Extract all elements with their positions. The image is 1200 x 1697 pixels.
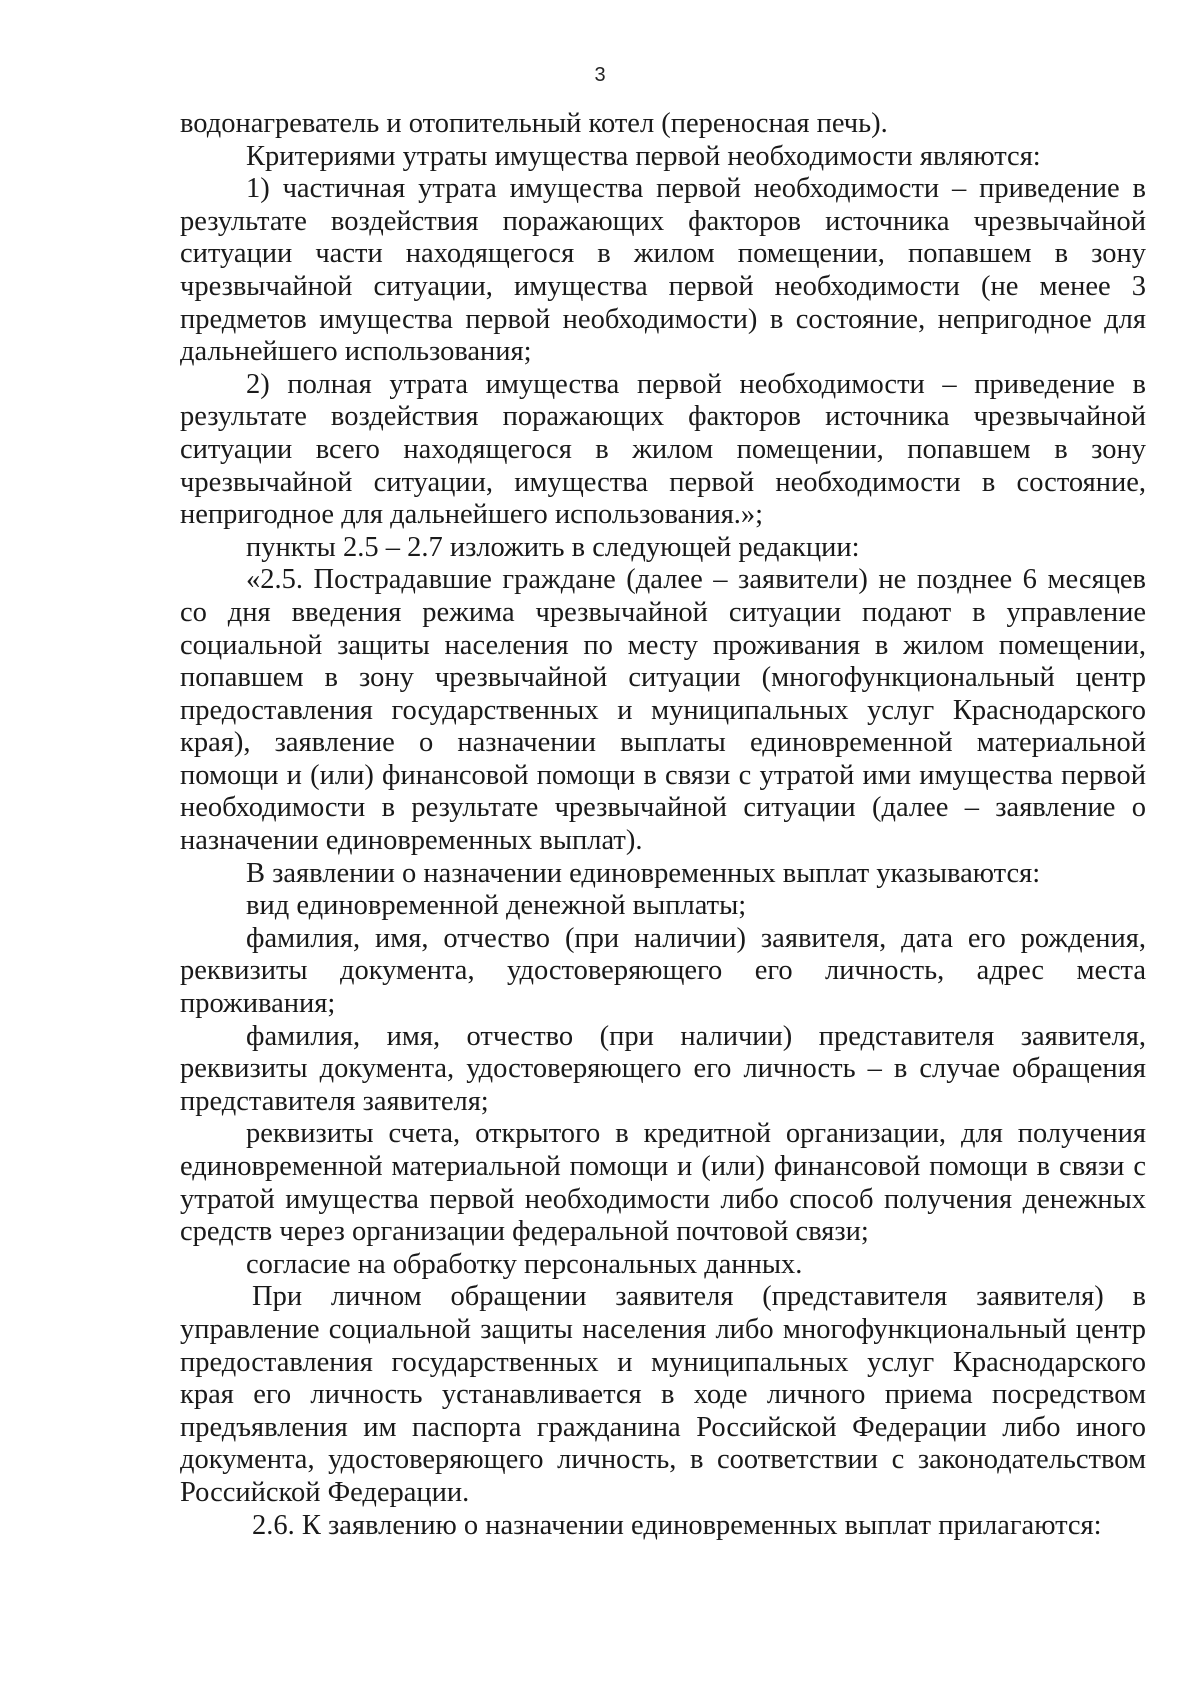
list-item: фамилия, имя, отчество (при наличии) представителя заявителя, реквизиты документа, удостоверяющего его личность – в случае обращения представителя заявителя; <box>180 1020 1146 1117</box>
paragraph: «2.5. Пострадавшие граждане (далее – заявители) не позднее 6 месяцев со дня введения режима чрезвычайной ситуации подают в управление социальной защиты населения по месту проживания в жилом помещении, попавшем в зону чрезвычайной ситуации (многофункциональный центр предоставления государственных и муниципальных услуг Краснодарского края), заявление о назначении выплаты единовременной материальной помощи и (или) финансовой помощи в связи с утратой ими имущества первой необходимости в результате чрезвычайной ситуации (далее – заявление о назначении единовременных выплат). <box>180 564 1146 857</box>
list-item: согласие на обработку персональных данных. <box>246 1248 803 1280</box>
paragraph: В заявлении о назначении единовременных выплат указываются: <box>246 857 1041 889</box>
paragraph: 2.6. К заявлению о назначении единовременных выплат прилагаются: <box>252 1509 1102 1541</box>
document-body <box>180 108 1146 1542</box>
page-number: 3 <box>594 64 606 86</box>
list-item: реквизиты счета, открытого в кредитной организации, для получения единовременной материальной помощи и (или) финансовой помощи в связи с утратой имущества первой необходимости либо способ получения денежных средств через организации федеральной почтовой связи; <box>180 1118 1146 1248</box>
list-item: фамилия, имя, отчество (при наличии) заявителя, дата его рождения, реквизиты документа, удостоверяющего его личность, адрес места проживания; <box>180 922 1146 1020</box>
list-item: вид единовременной денежной выплаты; <box>246 890 747 922</box>
paragraph: водонагреватель и отопительный котел (переносная печь). <box>180 108 888 139</box>
paragraph: пункты 2.5 – 2.7 изложить в следующей редакции: <box>246 531 860 563</box>
paragraph: Критериями утраты имущества первой необходимости являются: <box>246 140 1041 172</box>
paragraph: При личном обращении заявителя (представителя заявителя) в управление социальной защиты населения либо многофункциональный центр предоставления государственных и муниципальных услуг Краснодарского края его личность устанавливается в ходе личного приема посредством предъявления им паспорта гражданина Российской Федерации либо иного документа, удостоверяющего личность, в соответствии с законодательством Российской Федерации. <box>180 1281 1146 1508</box>
list-item: 1) частичная утрата имущества первой необходимости – приведение в результате воздействия поражающих факторов источника чрезвычайной ситуации части находящегося в жилом помещении, попавшем в зону чрезвычайной ситуации, имущества первой необходимости (не менее 3 предметов имущества первой необходимости) в состояние, непригодное для дальнейшего использования; <box>180 173 1146 368</box>
list-item: 2) полная утрата имущества первой необходимости – приведение в результате воздействия поражающих факторов источника чрезвычайной ситуации всего находящегося в жилом помещении, попавшем в зону чрезвычайной ситуации, имущества первой необходимости в состояние, непригодное для дальнейшего использования.»; <box>180 368 1146 531</box>
